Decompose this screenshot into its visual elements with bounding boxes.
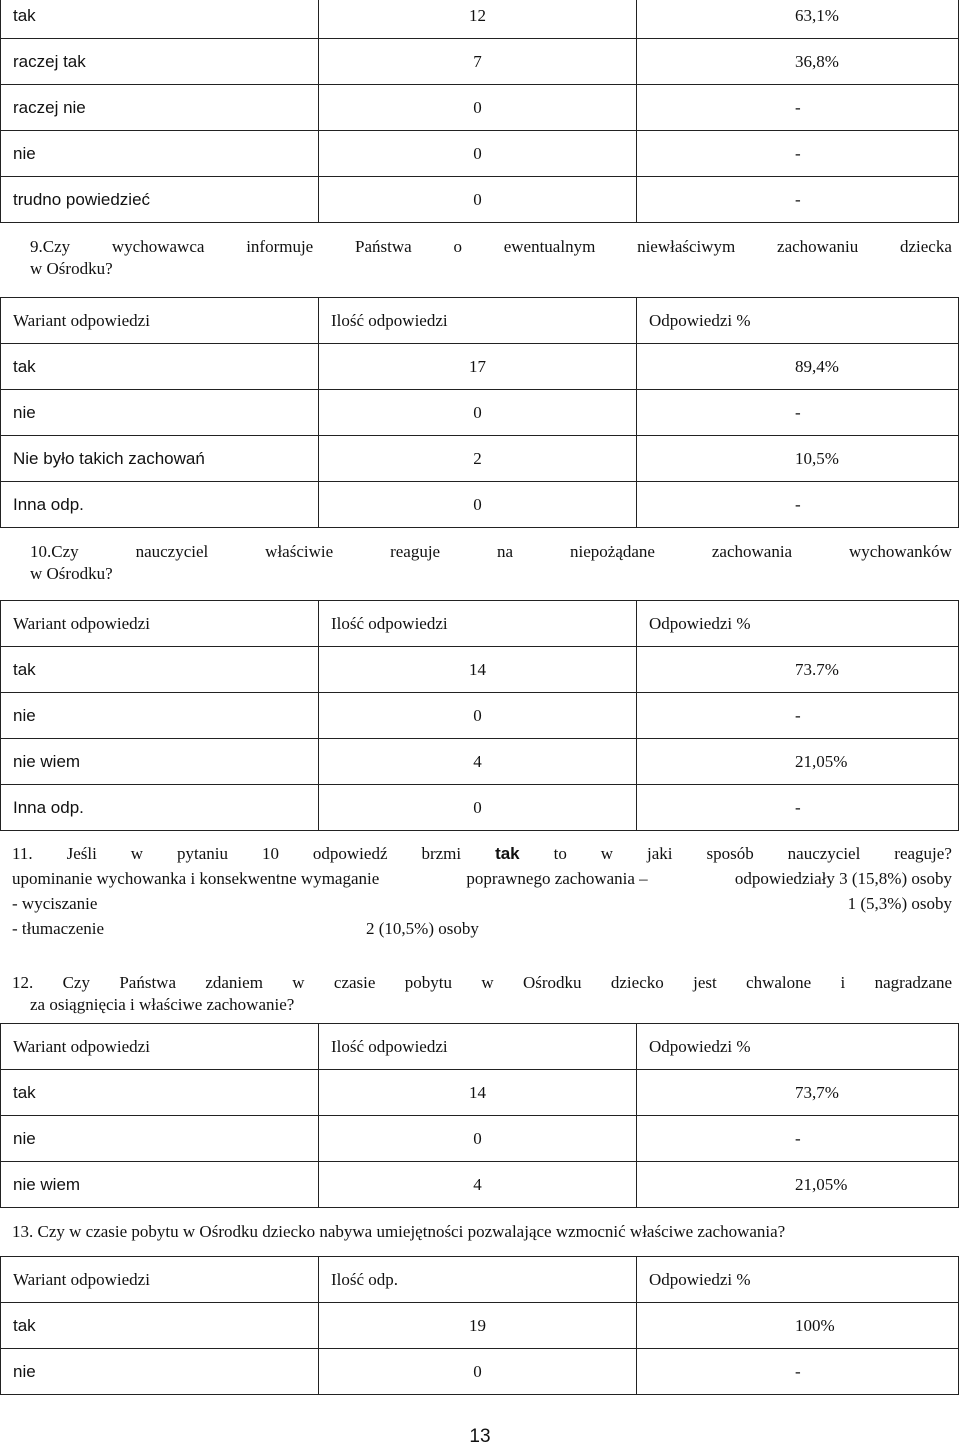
row-count: 0 bbox=[319, 482, 637, 528]
row-label: tak bbox=[1, 344, 319, 390]
row-pct: 89,4% bbox=[637, 344, 959, 390]
question-word: wychowawca bbox=[111, 237, 205, 256]
question-word: o bbox=[453, 237, 462, 256]
table-row bbox=[1, 1349, 959, 1395]
column-header: Wariant odpowiedzi bbox=[1, 601, 319, 647]
question-word: 10 bbox=[261, 844, 279, 863]
row-label: nie bbox=[1, 390, 319, 436]
question-word: dziecka bbox=[899, 237, 952, 256]
row-pct: 21,05% bbox=[637, 1162, 959, 1208]
row-count: 2 bbox=[319, 436, 637, 482]
question-word: 9.Czy bbox=[30, 237, 71, 256]
row-label: nie bbox=[1, 131, 319, 177]
table-header-row bbox=[1, 1024, 959, 1070]
question-line: za osiągnięcia i właściwe zachowanie? bbox=[30, 995, 295, 1014]
row-label: Nie było takich zachowań bbox=[1, 436, 319, 482]
page-number: 13 bbox=[469, 1426, 491, 1447]
question-11 bbox=[12, 843, 952, 940]
table-row bbox=[1, 693, 959, 739]
row-label: tak bbox=[1, 1303, 319, 1349]
question-word: informuje bbox=[246, 237, 314, 256]
row-label: nie wiem bbox=[1, 739, 319, 785]
table-row bbox=[1, 436, 959, 482]
row-pct: - bbox=[637, 390, 959, 436]
row-count: 0 bbox=[319, 131, 637, 177]
row-pct: 73.7% bbox=[637, 647, 959, 693]
row-pct: - bbox=[637, 482, 959, 528]
question-word: wychowanków bbox=[849, 542, 952, 561]
question-word: zdaniem bbox=[205, 973, 263, 992]
question-word: 11. bbox=[12, 844, 33, 863]
column-header: Ilość odpowiedzi bbox=[319, 1024, 637, 1070]
answer-text: - tłumaczenie bbox=[12, 919, 105, 938]
row-count: 0 bbox=[319, 390, 637, 436]
row-pct: - bbox=[637, 785, 959, 831]
question-word: dziecko bbox=[610, 973, 664, 992]
row-pct: - bbox=[637, 177, 959, 223]
row-label: Inna odp. bbox=[1, 482, 319, 528]
question-word: zachowaniu bbox=[777, 237, 859, 256]
question-word: sposób bbox=[706, 844, 754, 863]
row-label: nie bbox=[1, 1116, 319, 1162]
row-count: 14 bbox=[319, 1070, 637, 1116]
question-word: niepożądane bbox=[570, 542, 655, 561]
question-word: ewentualnym bbox=[503, 237, 596, 256]
question-word: chwalone bbox=[746, 973, 812, 992]
answer-text: 1 (5,3%) osoby bbox=[847, 894, 952, 913]
question-word: w bbox=[292, 973, 305, 992]
row-count: 0 bbox=[319, 1349, 637, 1395]
table-row bbox=[1, 344, 959, 390]
table-row bbox=[1, 390, 959, 436]
question-word: odpowiedź bbox=[312, 844, 388, 863]
question-word: 12. bbox=[12, 973, 34, 992]
row-count: 4 bbox=[319, 739, 637, 785]
table-header-row bbox=[1, 1257, 959, 1303]
question-line: w Ośrodku? bbox=[30, 259, 113, 278]
question-word: Jeśli bbox=[66, 844, 97, 863]
row-label: nie bbox=[1, 693, 319, 739]
table-q13 bbox=[0, 1256, 959, 1395]
question-word: i bbox=[840, 973, 846, 992]
question-word: Ośrodku bbox=[522, 973, 582, 992]
table-row bbox=[1, 85, 959, 131]
question-word: jaki bbox=[647, 844, 673, 863]
row-count: 7 bbox=[319, 39, 637, 85]
question-word: czasie bbox=[333, 973, 376, 992]
table-header-row bbox=[1, 298, 959, 344]
question-word: Państwa bbox=[119, 973, 176, 992]
row-pct: - bbox=[637, 131, 959, 177]
row-pct: 73,7% bbox=[637, 1070, 959, 1116]
question-word: w bbox=[130, 844, 144, 863]
table-q12 bbox=[0, 1023, 959, 1208]
row-label: tak bbox=[1, 647, 319, 693]
row-pct: 63,1% bbox=[637, 0, 959, 39]
row-pct: - bbox=[637, 85, 959, 131]
row-label: Inna odp. bbox=[1, 785, 319, 831]
row-pct: 10,5% bbox=[637, 436, 959, 482]
column-header: Wariant odpowiedzi bbox=[1, 1024, 319, 1070]
column-header: Wariant odpowiedzi bbox=[1, 1257, 319, 1303]
column-header: Odpowiedzi % bbox=[637, 298, 959, 344]
row-count: 0 bbox=[319, 693, 637, 739]
question-line: 13. Czy w czasie pobytu w Ośrodku dziecko nabywa umiejętności pozwalające wzmocnić właściwe zachowania? bbox=[12, 1222, 786, 1241]
row-count: 0 bbox=[319, 785, 637, 831]
row-pct: - bbox=[637, 693, 959, 739]
question-word: Państwa bbox=[355, 237, 412, 256]
question-word: pobytu bbox=[404, 973, 453, 992]
column-header: Odpowiedzi % bbox=[637, 1024, 959, 1070]
question-word: nagradzane bbox=[874, 973, 952, 992]
answer-text: 2 (10,5%) osoby bbox=[366, 919, 479, 938]
row-label: trudno powiedzieć bbox=[1, 177, 319, 223]
question-word: reaguje? bbox=[894, 844, 952, 863]
question-9 bbox=[12, 236, 952, 280]
question-word: nauczyciel bbox=[787, 844, 861, 863]
question-10 bbox=[12, 541, 952, 585]
row-pct: - bbox=[637, 1349, 959, 1395]
question-12 bbox=[12, 972, 952, 1016]
question-word: jest bbox=[693, 973, 717, 992]
column-header: Odpowiedzi % bbox=[637, 601, 959, 647]
question-word: zachowania bbox=[711, 542, 793, 561]
question-line: w Ośrodku? bbox=[30, 564, 113, 583]
table-row bbox=[1, 39, 959, 85]
table-top bbox=[0, 0, 959, 223]
question-word: brzmi bbox=[421, 844, 462, 863]
row-label: raczej tak bbox=[1, 39, 319, 85]
question-word: to bbox=[553, 844, 567, 863]
answer-text: upominanie wychowanka i konsekwentne wymaganie bbox=[12, 869, 380, 888]
table-row bbox=[1, 785, 959, 831]
row-count: 0 bbox=[319, 1116, 637, 1162]
table-row bbox=[1, 647, 959, 693]
row-count: 12 bbox=[319, 0, 637, 39]
question-word: w bbox=[600, 844, 614, 863]
table-row bbox=[1, 0, 959, 39]
table-row bbox=[1, 1162, 959, 1208]
column-header: Wariant odpowiedzi bbox=[1, 298, 319, 344]
table-row bbox=[1, 177, 959, 223]
table-row bbox=[1, 739, 959, 785]
row-label: nie wiem bbox=[1, 1162, 319, 1208]
row-count: 19 bbox=[319, 1303, 637, 1349]
column-header: Ilość odp. bbox=[319, 1257, 637, 1303]
row-label: tak bbox=[1, 1070, 319, 1116]
question-word: nauczyciel bbox=[135, 542, 209, 561]
question-word: w bbox=[481, 973, 494, 992]
question-13 bbox=[12, 1221, 952, 1243]
table-row bbox=[1, 131, 959, 177]
row-label: nie bbox=[1, 1349, 319, 1395]
table-row bbox=[1, 1303, 959, 1349]
column-header: Ilość odpowiedzi bbox=[319, 298, 637, 344]
column-header: Ilość odpowiedzi bbox=[319, 601, 637, 647]
table-header-row bbox=[1, 601, 959, 647]
row-count: 17 bbox=[319, 344, 637, 390]
question-word: reaguje bbox=[390, 542, 441, 561]
table-q10 bbox=[0, 600, 959, 831]
question-word: pytaniu bbox=[177, 844, 228, 863]
answer-text: - wyciszanie bbox=[12, 894, 98, 913]
table-row bbox=[1, 1070, 959, 1116]
row-label: tak bbox=[1, 0, 319, 39]
table-row bbox=[1, 482, 959, 528]
row-pct: - bbox=[637, 1116, 959, 1162]
question-word: Czy bbox=[62, 973, 90, 992]
table-q9 bbox=[0, 297, 959, 528]
row-count: 0 bbox=[319, 85, 637, 131]
row-count: 0 bbox=[319, 177, 637, 223]
row-label: raczej nie bbox=[1, 85, 319, 131]
column-header: Odpowiedzi % bbox=[637, 1257, 959, 1303]
question-word: tak bbox=[495, 844, 520, 863]
answer-text: poprawnego zachowania – bbox=[466, 869, 648, 888]
question-word: niewłaściwym bbox=[637, 237, 736, 256]
question-word: na bbox=[497, 542, 514, 561]
row-pct: 100% bbox=[637, 1303, 959, 1349]
row-pct: 36,8% bbox=[637, 39, 959, 85]
answer-text: odpowiedziały 3 (15,8%) osoby bbox=[734, 869, 952, 888]
question-word: właściwie bbox=[265, 542, 334, 561]
row-count: 14 bbox=[319, 647, 637, 693]
row-count: 4 bbox=[319, 1162, 637, 1208]
table-row bbox=[1, 1116, 959, 1162]
question-word: 10.Czy bbox=[30, 542, 79, 561]
row-pct: 21,05% bbox=[637, 739, 959, 785]
